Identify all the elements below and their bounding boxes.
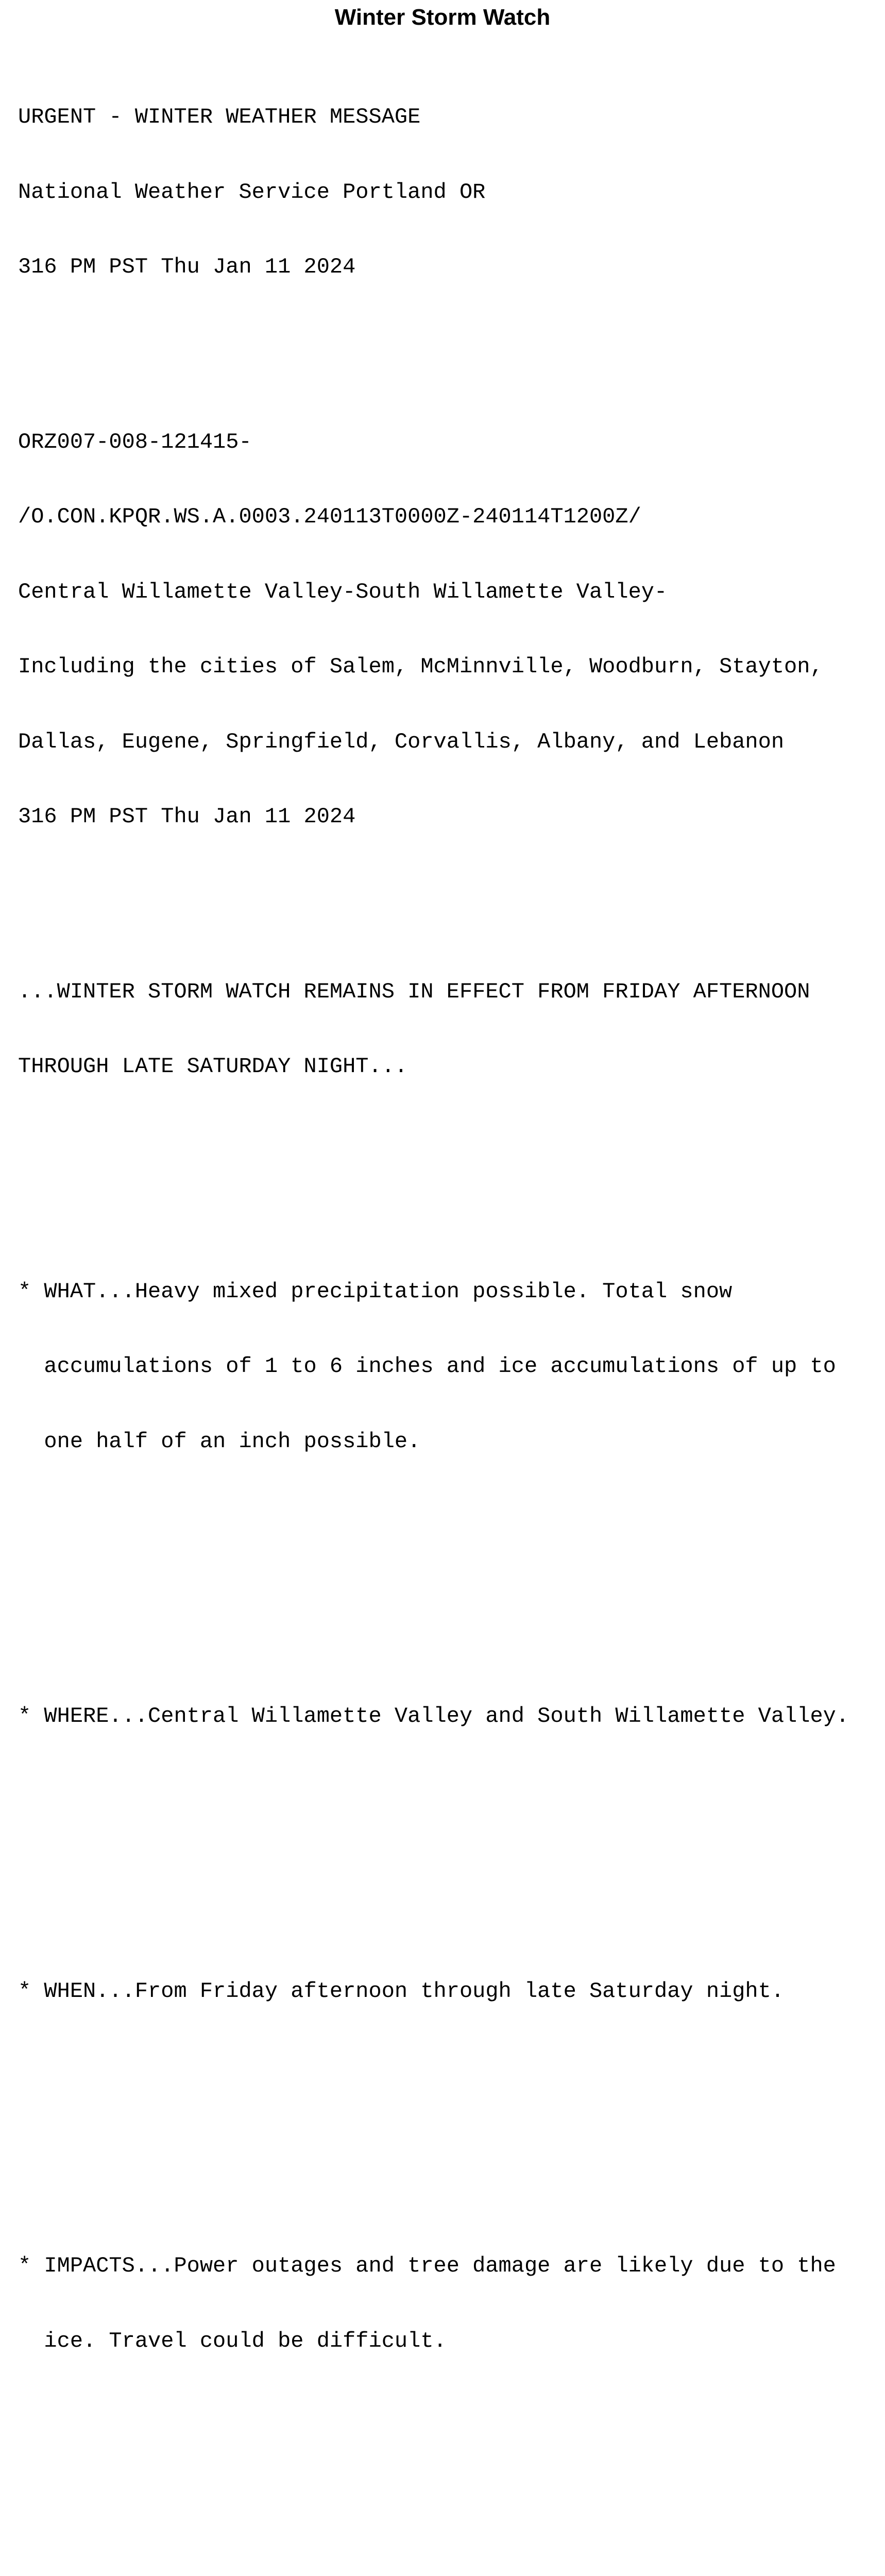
zone-cities: Including the cities of Salem, McMinnville, Woodburn, Stayton, [18,654,823,679]
issue-time: 316 PM PST Thu Jan 11 2024 [18,255,356,279]
headline-line: THROUGH LATE SATURDAY NIGHT... [18,1054,408,1079]
zone-cities: Dallas, Eugene, Springfield, Corvallis, Albany, and Lebanon [18,729,785,754]
bullet-additional-details [18,2553,862,2576]
bullet-what [18,1229,862,1504]
message-type: URGENT - WINTER WEATHER MESSAGE [18,105,421,129]
bullet-when [18,1929,862,2054]
vtec-code: /O.CON.KPQR.WS.A.0003.240113T0000Z-240114T1200Z/ [18,504,641,529]
bullet-line: * WHAT...Heavy mixed precipitation possible. Total snow [18,1279,733,1304]
bullet-line: * WHERE...Central Willamette Valley and South Willamette Valley. [18,1704,849,1728]
page-title: Winter Storm Watch [334,5,551,30]
ugc-code: ORZ007-008-121415- [18,429,252,454]
zone-issue-time: 316 PM PST Thu Jan 11 2024 [18,804,356,829]
spacer [18,2104,862,2129]
bullet-line: one half of an inch possible. [18,1429,421,1454]
bullet-line: accumulations of 1 to 6 inches and ice accumulations of up to [18,1354,836,1379]
spacer [18,1829,862,1854]
spacer [18,330,862,355]
headline-line: ...WINTER STORM WATCH REMAINS IN EFFECT FROM FRIDAY AFTERNOON [18,979,810,1004]
bullet-impacts [18,2204,862,2403]
bullet-line: * IMPACTS...Power outages and tree damage are likely due to the [18,2253,836,2278]
issuing-office: National Weather Service Portland OR [18,179,486,205]
spacer [18,879,862,905]
zone-areas: Central Willamette Valley-South Willamette Valley- [18,579,668,604]
bullet-line: * WHEN...From Friday afternoon through late Saturday night. [18,1978,785,2004]
bullet-line: ice. Travel could be difficult. [18,2328,447,2353]
weather-bulletin [18,55,862,2576]
spacer [18,1554,862,1579]
spacer [18,1129,862,1155]
bullet-where [18,1654,862,1779]
spacer [18,2453,862,2479]
